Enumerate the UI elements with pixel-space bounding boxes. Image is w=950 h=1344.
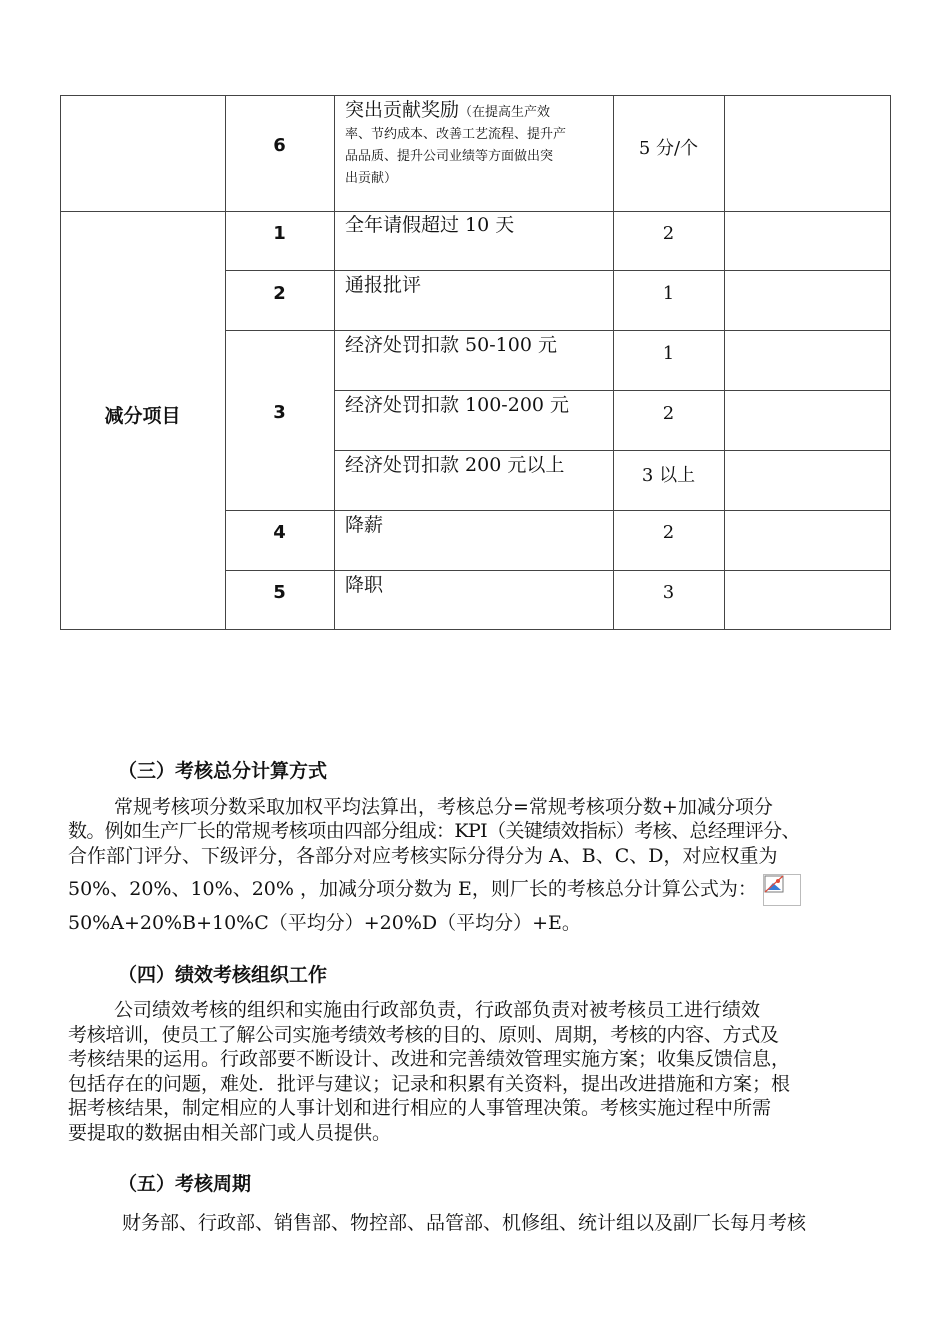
- item-note-line: （在提高生产效: [459, 105, 551, 120]
- item-description: 经济处罚扣款 50-100 元: [345, 334, 557, 356]
- row-number: 1: [273, 223, 286, 244]
- score-value: 1: [662, 283, 675, 304]
- paragraph-line: 包括存在的问题，难处．批评与建议；记录和积累有关资料，提出改进措施和方案；根: [68, 1072, 791, 1095]
- item-description: 全年请假超过 10 天: [345, 214, 515, 236]
- broken-image-icon: [763, 874, 801, 906]
- item-description: 经济处罚扣款 100-200 元: [345, 394, 570, 416]
- item-note-line: 出贡献）: [345, 171, 398, 186]
- item-description: 通报批评: [345, 274, 422, 296]
- item-description: 降薪: [345, 514, 384, 536]
- paragraph-line: 考核结果的运用。行政部要不断设计、改进和完善绩效管理实施方案；收集反馈信息，: [68, 1048, 791, 1070]
- item-description: [345, 98, 611, 190]
- row-number: 6: [273, 135, 286, 156]
- item-note-line: 率、节约成本、改善工艺流程、提升产: [345, 127, 567, 142]
- paragraph-line: 数。例如生产厂长的常规考核项由四部分组成：KPI（关键绩效指标）考核、总经理评分、: [68, 820, 800, 842]
- paragraph-line: 要提取的数据由相关部门或人员提供。: [68, 1121, 392, 1144]
- score-value: 1: [662, 343, 675, 364]
- section-heading-3: （三）考核总分计算方式: [118, 760, 328, 782]
- score-value: 5 分/个: [638, 138, 699, 159]
- row-number: 2: [273, 283, 286, 304]
- paragraph-line: 50%A+20%B+10%C（平均分）+20%D（平均分）+E。: [68, 912, 581, 934]
- row-number: 5: [273, 582, 286, 603]
- paragraph-line: 50%、20%、10%、20% ，加减分项分数为 E，则厂长的考核总分计算公式为：: [68, 878, 757, 900]
- item-note-line: 品品质、提升公司业绩等方面做出突: [345, 149, 554, 164]
- section-paragraph-5: [68, 1208, 892, 1235]
- section-heading-5: （五）考核周期: [118, 1173, 252, 1195]
- score-value: 2: [662, 403, 675, 424]
- section-heading-4: （四）绩效考核组织工作: [118, 964, 328, 986]
- score-value: 3: [662, 582, 675, 603]
- section-paragraph-4: [68, 998, 892, 1145]
- score-value: 3 以上: [641, 465, 696, 486]
- item-main-text: 突出贡献奖励: [345, 99, 460, 121]
- paragraph-line: 公司绩效考核的组织和实施由行政部负责，行政部负责对被考核员工进行绩效: [114, 999, 761, 1021]
- paragraph-line-with-image: [68, 869, 892, 909]
- score-value: 2: [662, 223, 675, 244]
- paragraph-line: 常规考核项分数采取加权平均法算出，考核总分=常规考核项分数+加减分项分: [114, 796, 773, 818]
- deduction-group-label: 减分项目: [104, 405, 181, 427]
- paragraph-line: 考核培训，使员工了解公司实施考绩效考核的目的、原则、周期，考核的内容、方式及: [68, 1023, 779, 1046]
- paragraph-line: 财务部、行政部、销售部、物控部、品管部、机修组、统计组以及副厂长每月考核: [122, 1212, 807, 1234]
- item-description: 经济处罚扣款 200 元以上: [345, 454, 565, 476]
- row-number: 4: [273, 522, 286, 543]
- row-number: 3: [273, 402, 286, 423]
- score-value: 2: [662, 522, 675, 543]
- section-paragraph-3: [68, 795, 892, 937]
- paragraph-line: 合作部门评分、下级评分，各部分对应考核实际分得分为 A、B、C、D，对应权重为: [68, 845, 778, 867]
- item-description: 降职: [345, 574, 384, 596]
- paragraph-line: 据考核结果，制定相应的人事计划和进行相应的人事管理决策。考核实施过程中所需: [68, 1097, 772, 1119]
